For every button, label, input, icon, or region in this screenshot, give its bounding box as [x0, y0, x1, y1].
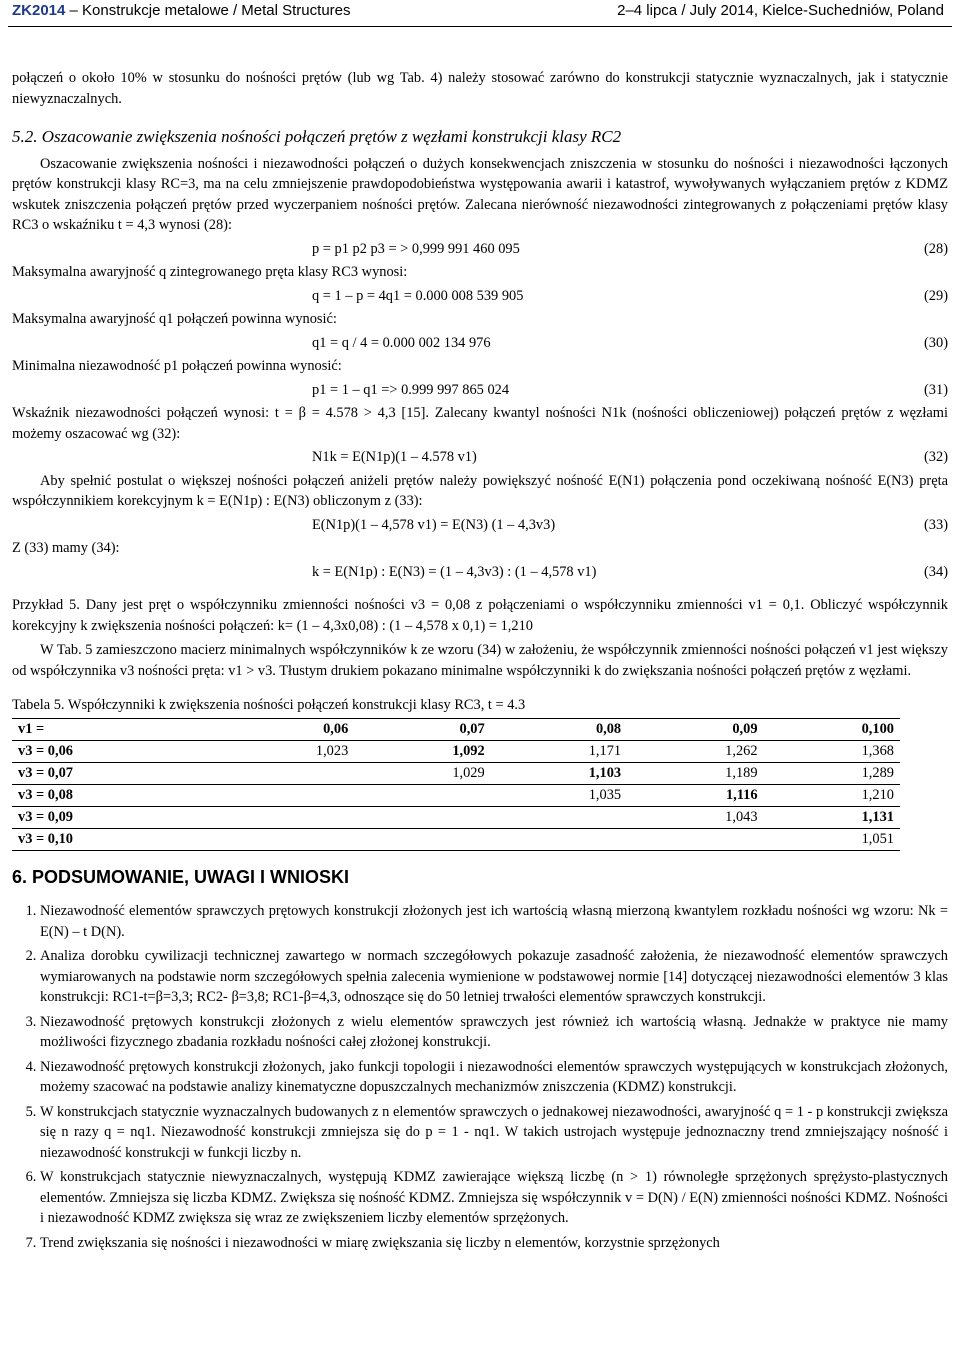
table-cell: v3 = 0,08	[12, 784, 218, 806]
text-30: Maksymalna awaryjność q1 połączeń powinna wynosić:	[12, 311, 337, 327]
table-cell: 1,051	[764, 828, 900, 850]
table-cell	[354, 828, 490, 850]
table-cell	[354, 806, 490, 828]
summary-title: 6. PODSUMOWANIE, UWAGI I WNIOSKI	[12, 866, 350, 887]
table-cell	[491, 806, 627, 828]
text-32: Wskaźnik niezawodności połączeń wynosi: t = β = 4.578 > 4,3 [15]. Zalecany kwantyl nośności N1k (nośności obliczeniowej) połączeń prętów z węzłami możemy oszacować wg (32):	[12, 405, 948, 442]
example-5: Przykład 5. Dany jest pręt o współczynniku zmienności nośności v3 = 0,08 z połączeniami o współczynniku zmienności v1 = 0,1. Obliczyć współczynnik korekcyjny k zwiększenia nośności połączeń: k= (1 – 4,3x0,08) : (1 – 4,578 x 0,1) = 1,210	[12, 597, 948, 634]
equation-33: E(N1p)(1 – 4,578 v1) = E(N3) (1 – 4,3v3) (33)	[312, 516, 948, 533]
table-cell: 1,289	[764, 762, 900, 784]
table-cell: 1,103	[491, 762, 627, 784]
table-cell: v3 = 0,10	[12, 828, 218, 850]
table-header-cell: 0,07	[354, 718, 490, 740]
table-header-row	[12, 718, 900, 740]
list-item: 1. Niezawodność elementów sprawczych prętowych konstrukcji złożonych jest ich wartością własną mierzoną kwantylem rozkładu nośności wg wzoru: Nk = E(N) – t D(N).	[40, 901, 948, 942]
table-cell	[354, 784, 490, 806]
table-row	[12, 762, 900, 784]
table-header-cell: 0,100	[764, 718, 900, 740]
text-29: Maksymalna awaryjność q zintegrowanego pręta klasy RC3 wynosi:	[12, 264, 408, 280]
table-cell	[218, 762, 354, 784]
equation-30: q1 = q / 4 = 0.000 002 134 976 (30)	[312, 334, 948, 351]
table-cell: 1,189	[627, 762, 763, 784]
text-33: Aby spełnić postulat o większej nośności połączeń aniżeli prętów należy powiększyć nośność E(N1) połączenia pond oczekiwaną nośność E(N3) pręta współczynnikiem korekcyjnym k = E(N1p) : E(N3) obliczonym z (33):	[12, 472, 948, 509]
equation-34: k = E(N1p) : E(N3) = (1 – 4,3v3) : (1 – 4,578 v1) (34)	[312, 563, 948, 580]
list-item: 2. Analiza dorobku cywilizacji technicznej zawartego w normach szczegółowych pokazuje zasadność założenia, że niezawodność elementów sprawczych wymiarowanych na podstawie norm szczegółowych spełnia zalecenia wymienione w podstawowej normie [14] dotyczącej niezawodności elementów 3 klas konstrukcji: RC1-t=β=3,3; RC2- β=3,8; RC1-β=4,3, odnoszące się do 50 letniej trwałości elementów sprawczych konstrukcji.	[40, 946, 948, 1008]
table-cell: 1,023	[218, 740, 354, 762]
table-cell: v3 = 0,09	[12, 806, 218, 828]
equation-29: q = 1 – p = 4q1 = 0.000 008 539 905 (29)	[312, 287, 948, 304]
table-cell: 1,368	[764, 740, 900, 762]
table-cell: v3 = 0,06	[12, 740, 218, 762]
table-header-cell: 0,09	[627, 718, 763, 740]
list-item: 4. Niezawodność prętowych konstrukcji złożonych, jako funkcji topologii i niezawodności elementów sprawczych występujących w konstrukcjach złożonych, możemy szacować na podstawie analizy kinematyczne dopuszczalnych mechanizmów zniszczenia (KDMZ) konstrukcji.	[40, 1057, 948, 1098]
conference-subtitle: – Konstrukcje metalowe / Metal Structures	[65, 2, 351, 19]
table-cell: 1,210	[764, 784, 900, 806]
header-right: 2–4 lipca / July 2014, Kielce-Suchedniów, Poland	[617, 2, 944, 19]
conference-name: ZK2014	[12, 2, 66, 19]
table-row	[12, 806, 900, 828]
table-cell: 1,035	[491, 784, 627, 806]
text-34: Z (33) mamy (34):	[12, 540, 120, 556]
table-cell	[218, 806, 354, 828]
table-cell: 1,131	[764, 806, 900, 828]
table-cell: 1,029	[354, 762, 490, 784]
table-cell	[627, 828, 763, 850]
table-row	[12, 784, 900, 806]
equation-32: N1k = E(N1p)(1 – 4.578 v1) (32)	[312, 449, 948, 465]
table-cell	[218, 784, 354, 806]
table-cell: v3 = 0,07	[12, 762, 218, 784]
table-row	[12, 740, 900, 762]
summary-list	[12, 901, 948, 1253]
table-cell: 1,043	[627, 806, 763, 828]
table-row	[12, 828, 900, 850]
running-header	[0, 0, 960, 26]
equation-31: p1 = 1 – q1 => 0.999 997 865 024 (31)	[312, 381, 948, 398]
intro-paragraph: połączeń o około 10% w stosunku do nośności prętów (lub wg Tab. 4) należy stosować zarówno do konstrukcji statycznie wyznaczalnych, jak i statycznie niewyznaczalnych.	[12, 70, 948, 107]
table-cell: 1,262	[627, 740, 763, 762]
table-header-cell: v1 =	[12, 718, 218, 740]
paragraph-1: Oszacowanie zwiększenia nośności i niezawodności połączeń o dużych konsekwencjach zniszczenia w stosunku do nośności i niezawodności łączonych prętów konstrukcji klasy RC=3, ma na celu zmniejszenie prawdopodobieństwa występowania awarii i katastrof, wywoływanych wyłączaniem prętów z KDMZ wskutek zniszczenia połączeń prętów przed wyczerpaniem nośności prętów. Zalecana nierówność niezawodności zintegrowanych z połączeniami prętów klasy RC3 o wskaźniku t = 4,3 wynosi (28):	[12, 155, 948, 233]
table-cell: 1,116	[627, 784, 763, 806]
table-intro: W Tab. 5 zamieszczono macierz minimalnych współczynników k ze wzoru (34) w założeniu, że współczynnik zmienności nośności połączeń v1 jest większy od współczynnika v3 nośności pręta: v1 > v3. Tłustym drukiem pokazano minimalne współczynniki k do zwiększania nośności połączeń prętów z węzłami.	[12, 642, 948, 679]
table-cell	[218, 828, 354, 850]
header-left	[12, 2, 351, 19]
list-item: 7. Trend zwiększania się nośności i niezawodności w miarę zwiększania się liczby n elementów, korzystnie sprzężonych	[40, 1233, 948, 1254]
coefficients-table	[12, 718, 900, 851]
list-item: 6. W konstrukcjach statycznie niewyznaczalnych, występują KDMZ zawierające większą liczbę (n > 1) równoległe sprzężonych sprężysto-plastycznych elementów. Zmniejsza się liczba KDMZ. Zwiększa się nośność KDMZ. Zmniejsza się współczynnik v = D(N) / E(N) zmienności nośności KDMZ. Nośności i niezawodność KDMZ zwiększa się wraz ze zwiększeniem liczby elementów sprzężonych.	[40, 1167, 948, 1229]
table-header-cell: 0,08	[491, 718, 627, 740]
table-caption: Tabela 5. Współczynniki k zwiększenia nośności połączeń konstrukcji klasy RC3, t = 4.3	[12, 697, 526, 713]
equation-28: p = p1 p2 p3 = > 0,999 991 460 095 (28)	[312, 240, 948, 257]
table-header-cell: 0,06	[218, 718, 354, 740]
section-title: 5.2. Oszacowanie zwiększenia nośności połączeń prętów z węzłami konstrukcji klasy RC2	[12, 127, 622, 146]
page-body	[12, 68, 948, 1257]
table-cell: 1,092	[354, 740, 490, 762]
text-31: Minimalna niezawodność p1 połączeń powinna wynosić:	[12, 358, 342, 374]
header-rule	[8, 26, 952, 27]
list-item: 3. Niezawodność prętowych konstrukcji złożonych z wielu elementów sprawczych jest również ich wartością własną. Jednakże w praktyce nie mamy możliwości fizycznego zbadania rozkładu nośności całej złożonej konstrukcji.	[40, 1012, 948, 1053]
list-item: 5. W konstrukcjach statycznie wyznaczalnych budowanych z n elementów sprawczych o jednakowej niezawodności, awaryjność q = 1 - p konstrukcji zwiększa się n razy q = nq1. Niezawodność konstrukcji zmniejsza się do p = 1 - nq1. W takich ustrojach występuje jednoznaczny trend zmniejszający nośność i niezawodność konstrukcji w funkcji liczby n.	[40, 1102, 948, 1164]
table-cell	[491, 828, 627, 850]
table-cell: 1,171	[491, 740, 627, 762]
